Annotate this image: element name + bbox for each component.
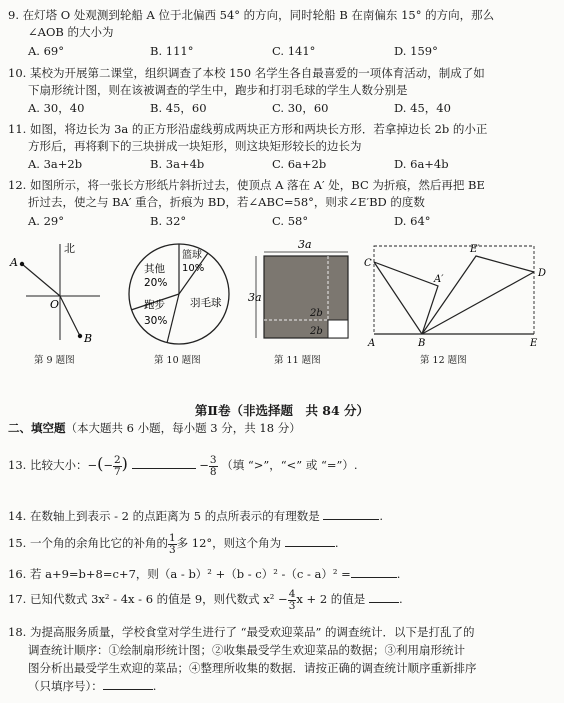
- slice-run-name: 跑步: [144, 299, 165, 311]
- label-e: E: [530, 338, 538, 348]
- top-length-label: 3a: [298, 238, 312, 251]
- q16-line: 16. 若 a+9=b+8=c+7，则（a - b）² +（b - c）² -（c - a）² = .: [8, 567, 401, 581]
- slice-basketball-name: 篮球: [182, 250, 202, 261]
- q15-pre: 15. 一个角的余角比它的补角的: [8, 536, 168, 550]
- figure-11-square: [248, 238, 358, 350]
- q12-option-a: A. 29°: [28, 214, 64, 228]
- ray-oa: [22, 264, 60, 296]
- q9-stem-line1: 9. 在灯塔 O 处观测到轮船 A 位于北偏西 54° 的方向，同时轮船 B 在南偏东 15° 的方向，那么: [8, 8, 495, 22]
- slice-other-pct: 20%: [144, 277, 168, 289]
- small-square-removed: [328, 320, 348, 338]
- q12-stem-line1: 12. 如图所示，将一张长方形纸片斜折过去，使顶点 A 落在 A′ 处，BC 为折痕，然后再把 BE: [8, 178, 485, 192]
- label-e-prime: E′: [470, 244, 480, 255]
- q13-minus-2: −: [199, 458, 209, 472]
- q18-prompt: （只填序号）：: [28, 679, 103, 693]
- q16-answer-blank[interactable]: [351, 566, 397, 578]
- figure-10-caption: 第 10 题图: [154, 355, 201, 366]
- q15-post: 多 12°，则这个角为: [176, 536, 282, 550]
- label-a: A: [368, 338, 376, 348]
- q18-line4: （只填序号）： .: [28, 679, 157, 693]
- q14-text: 14. 在数轴上到表示 - 2 的点距离为 5 的点所表示的有理数是: [8, 509, 320, 523]
- q13-fraction-2: $\frac{3}{8}$: [209, 453, 217, 478]
- q18-line3: 图分析出最受学生欢迎的菜品；④整理所收集的数据．请按正确的调查统计顺序重新排序: [28, 661, 477, 675]
- figure-10-pie-chart: [122, 240, 236, 348]
- q11-stem-line1: 11. 如图，将边长为 3a 的正方形沿虚线剪成两块正方形和两块长方形．若拿掉边长 2b 的小正: [8, 122, 488, 136]
- folded-triangle-a: [374, 262, 438, 334]
- q10-stem-line1: 10. 某校为开展第二课堂，组织调查了本校 150 名学生各自最喜爱的一项体育活动，制成了如: [8, 66, 485, 80]
- label-a-prime: A′: [434, 274, 444, 285]
- q11-option-d: D. 6a+4b: [394, 157, 449, 171]
- q14-answer-blank[interactable]: [323, 508, 379, 520]
- q10-option-c: C. 30，60: [272, 101, 329, 115]
- q9-option-c: C. 141°: [272, 44, 316, 58]
- q17-fraction: $\frac{4}{3}$: [288, 587, 296, 612]
- slice-other-name: 其他: [144, 263, 165, 275]
- crease-bc: [374, 262, 422, 334]
- q16-text: 16. 若 a+9=b+8=c+7，则（a - b）² +（b - c）² -（c - a）² =: [8, 567, 351, 581]
- q15-answer-blank[interactable]: [285, 535, 335, 547]
- figure-11-caption: 第 11 题图: [274, 355, 321, 366]
- label-b: B: [84, 332, 93, 345]
- label-o: O: [50, 298, 60, 311]
- section-fill-in-header: [8, 420, 301, 436]
- figure-12-caption: 第 12 题图: [420, 355, 467, 366]
- q9-stem-line2: ∠AOB 的大小为: [28, 25, 114, 39]
- label-c: C: [364, 258, 372, 269]
- q13-line: [8, 452, 358, 478]
- q10-option-a: A. 30，40: [28, 101, 85, 115]
- q13-minus: −: [87, 458, 98, 472]
- q11-option-a: A. 3a+2b: [28, 157, 83, 171]
- slice-basketball-pct: 10%: [182, 263, 205, 274]
- north-label: 北: [64, 242, 75, 255]
- q13-answer-blank[interactable]: [132, 457, 196, 469]
- figure-12-folded-paper: [362, 236, 556, 348]
- q17-line: 17. 已知代数式 3x² - 4x - 6 的值是 9，则代数式 x² − $\frac{4}{3}$ x + 2 的值是 .: [8, 587, 403, 612]
- small-label-2: 2b: [310, 326, 323, 337]
- point-b: [78, 334, 82, 338]
- ray-ob: [60, 296, 80, 336]
- q14-line: 14. 在数轴上到表示 - 2 的点距离为 5 的点所表示的有理数是 .: [8, 509, 384, 523]
- point-a: [20, 262, 24, 266]
- label-d: D: [538, 268, 547, 279]
- section-note: （本大题共 6 小题，每小题 3 分，共 18 分）: [65, 421, 301, 435]
- q17-pre: 17. 已知代数式 3x² - 4x - 6 的值是 9，则代数式 x² −: [8, 592, 288, 606]
- q10-option-b: B. 45，60: [150, 101, 207, 115]
- q9-option-a: A. 69°: [28, 44, 64, 58]
- label-b: B: [418, 338, 426, 348]
- part2-title: 第Ⅱ卷（非选择题 共 84 分）: [194, 403, 370, 418]
- q12-option-b: B. 32°: [150, 214, 187, 228]
- q13-paren-open: (: [97, 454, 104, 473]
- side-length-label: 3a: [248, 291, 262, 304]
- q15-line: 15. 一个角的余角比它的补角的 $\frac{1}{3}$ 多 12°，则这个角为 .: [8, 531, 339, 556]
- q13-minus-inner: −: [103, 458, 113, 472]
- slice-run-pct: 30%: [144, 315, 168, 327]
- q12-option-d: D. 64°: [394, 214, 431, 228]
- q18-answer-blank[interactable]: [103, 678, 153, 690]
- q15-fraction: $\frac{1}{3}$: [168, 531, 176, 556]
- q18-line1: 18. 为提高服务质量，学校食堂对学生进行了 “最受欢迎菜品” 的调查统计．以下是打乱了的: [8, 625, 475, 639]
- q9-option-b: B. 111°: [150, 44, 194, 58]
- q13-prefix: 13. 比较大小：: [8, 458, 88, 472]
- slice-badminton-name: 羽毛球: [190, 297, 222, 309]
- rectangle-outline: [374, 246, 534, 334]
- q11-stem-line2: 方形后，再将剩下的三块拼成一块矩形，则这块矩形较长的边长为: [28, 139, 362, 153]
- q10-stem-line2: 下扇形统计图，则在该被调查的学生中，跑步和打羽毛球的学生人数分别是: [28, 83, 408, 97]
- figure-9-compass: [8, 238, 108, 348]
- q13-suffix: （填 “>”，“<” 或 “=”）.: [221, 458, 358, 472]
- q12-option-c: C. 58°: [272, 214, 309, 228]
- q11-option-b: B. 3a+4b: [150, 157, 205, 171]
- label-a: A: [10, 256, 18, 269]
- small-label-1: 2b: [310, 308, 323, 319]
- q13-paren-close: ): [121, 454, 128, 473]
- q17-post: x + 2 的值是: [296, 592, 366, 606]
- q10-option-d: D. 45，40: [394, 101, 451, 115]
- q12-stem-line2: 折过去，使之与 BA′ 重合，折痕为 BD，若∠ABC=58°，则求∠E′BD 的度数: [28, 195, 425, 209]
- q11-option-c: C. 6a+2b: [272, 157, 327, 171]
- figure-9-caption: 第 9 题图: [34, 355, 75, 366]
- q17-answer-blank[interactable]: [369, 591, 399, 603]
- q9-option-d: D. 159°: [394, 44, 438, 58]
- section-title: 二、填空题: [8, 421, 66, 435]
- q18-line2: 调查统计顺序：①绘制扇形统计图；②收集最受学生欢迎菜品的数据；③利用扇形统计: [28, 643, 465, 657]
- q13-fraction-1: $\frac{2}{7}$: [113, 453, 121, 478]
- folded-triangle-e: [422, 256, 534, 334]
